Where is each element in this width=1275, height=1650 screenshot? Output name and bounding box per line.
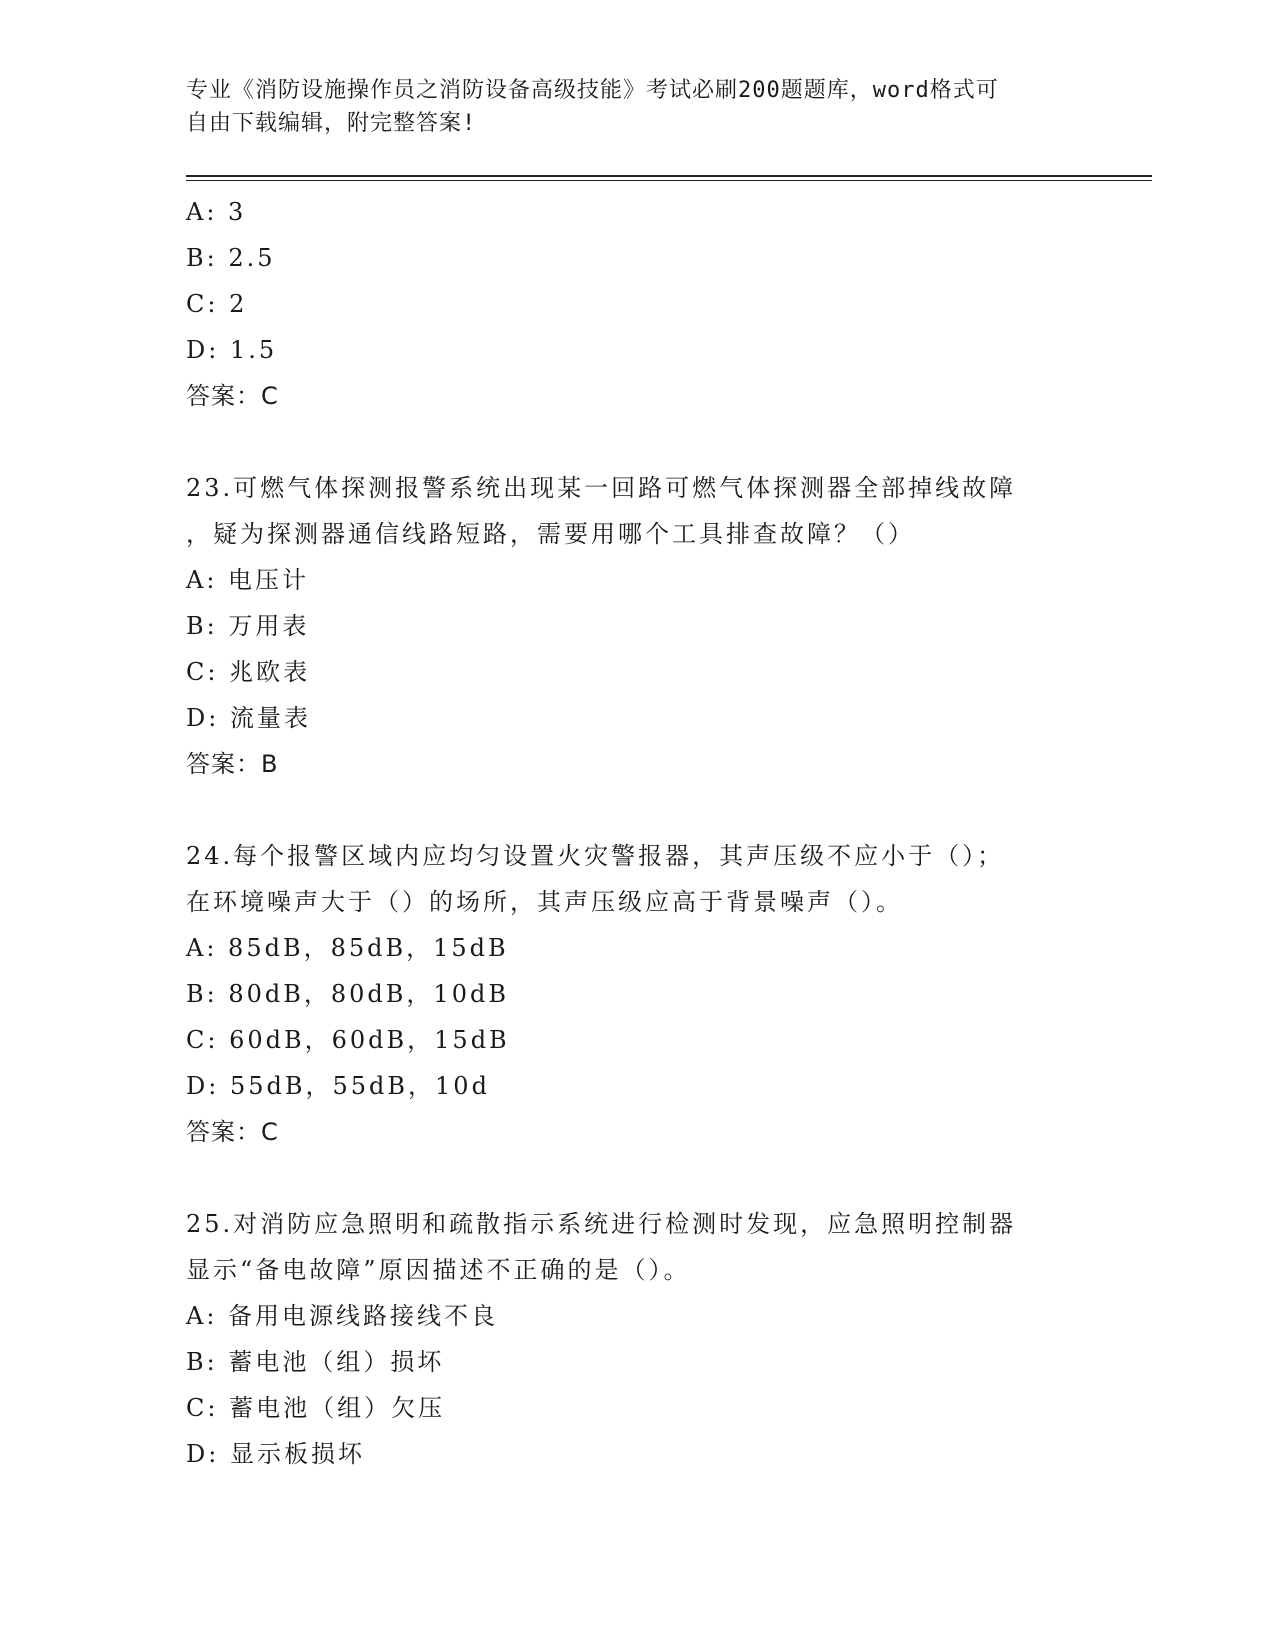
question-22-continued: [186, 189, 1086, 419]
option-c: C: 2: [186, 290, 248, 318]
question-text-line: 25.对消防应急照明和疏散指示系统进行检测时发现，应急照明控制器: [186, 1210, 1017, 1238]
header-divider-thin: [186, 180, 1152, 181]
question-23: [186, 465, 1086, 787]
option-c: C: 兆欧表: [186, 658, 311, 686]
option-b: B: 蓄电池（组）损坏: [186, 1348, 445, 1376]
question-text-line: 在环境噪声大于（）的场所，其声压级应高于背景噪声（）。: [186, 888, 903, 916]
document-header: [186, 74, 1066, 140]
question-25: [186, 1201, 1086, 1477]
option-c: C: 60dB，60dB，15dB: [186, 1026, 510, 1054]
spacer: [186, 419, 1086, 465]
document-body: [186, 189, 1086, 1477]
option-d: D: 显示板损坏: [186, 1440, 365, 1468]
option-c: C: 蓄电池（组）欠压: [186, 1394, 446, 1422]
header-line-1: 专业《消防设施操作员之消防设备高级技能》考试必刷200题题库，word格式可: [186, 78, 999, 103]
option-a: A: 电压计: [186, 566, 310, 594]
question-24: [186, 833, 1086, 1155]
option-b: B: 2.5: [186, 244, 276, 272]
question-text-line: ，疑为探测器通信线路短路，需要用哪个工具排查故障？（）: [186, 520, 915, 548]
spacer: [186, 787, 1086, 833]
answer-line: 答案：C: [186, 1118, 279, 1146]
option-a: A: 3: [186, 198, 247, 226]
spacer: [186, 1155, 1086, 1201]
option-b: B: 80dB，80dB，10dB: [186, 980, 509, 1008]
option-d: D: 1.5: [186, 336, 278, 364]
header-divider-thick: [186, 175, 1152, 177]
option-a: A: 85dB，85dB，15dB: [186, 934, 509, 962]
option-a: A: 备用电源线路接线不良: [186, 1302, 499, 1330]
answer-line: 答案：B: [186, 750, 279, 778]
question-text-line: 显示“备电故障”原因描述不正确的是（）。: [186, 1256, 691, 1284]
option-d: D: 流量表: [186, 704, 311, 732]
question-text-line: 23.可燃气体探测报警系统出现某一回路可燃气体探测器全部掉线故障: [186, 474, 1017, 502]
answer-line: 答案：C: [186, 382, 279, 410]
option-d: D: 55dB，55dB，10d: [186, 1072, 490, 1100]
option-b: B: 万用表: [186, 612, 310, 640]
question-text-line: 24.每个报警区域内应均匀设置火灾警报器，其声压级不应小于（）；: [186, 842, 1005, 870]
header-line-2: 自由下载编辑，附完整答案!: [186, 111, 477, 136]
